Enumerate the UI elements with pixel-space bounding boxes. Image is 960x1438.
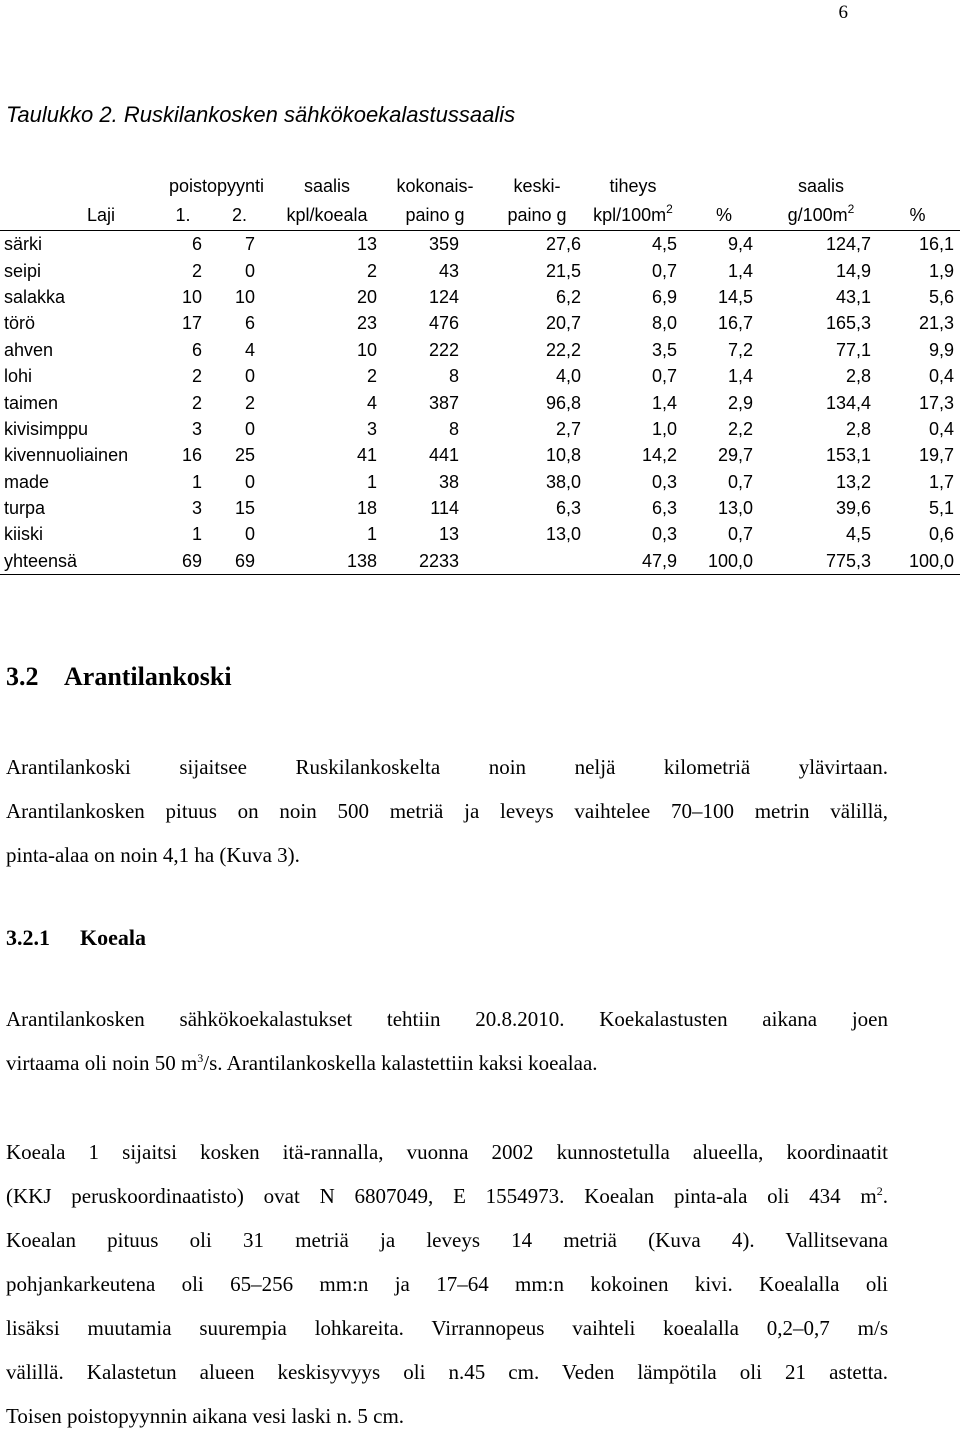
value-cell: 69 [160,548,206,575]
value-cell: 27,6 [489,231,585,258]
value-cell: 10 [234,286,255,307]
value-cell: 6,3 [555,498,581,519]
value-cell: 2,8 [845,366,871,387]
value-cell: 96,8 [545,392,581,413]
header-cell: paino g [405,205,465,225]
value-cell: 8,0 [651,313,677,334]
species-cell: ahven [4,339,54,360]
value-cell: 22,2 [545,339,581,360]
value-cell: 10 [181,286,202,307]
header-cell: 1. [175,205,191,225]
paragraph [6,745,888,877]
table-row [0,442,960,468]
section-title: Arantilankoski [64,662,232,691]
value-cell: 0,6 [928,524,954,545]
header-cell: paino g [507,205,567,225]
paragraph-line: Koeala 1 sijaitsi kosken itä-rannalla, vuonna 2002 kunnostetulla alueella, koordinaatit [6,1140,888,1164]
value-cell: 17,3 [918,392,954,413]
value-cell: 124,7 [767,231,875,258]
table-row [0,521,960,547]
value-cell: 0,7 [651,260,677,281]
value-cell: 6,9 [651,286,677,307]
value-cell: 0,4 [928,418,954,439]
value-cell: 2 [244,392,255,413]
value-cell: 222 [428,339,459,360]
species-cell: yhteensä [0,548,160,575]
value-cell: 2 [191,392,202,413]
table-row [0,310,960,336]
value-cell: 100,0 [875,548,960,575]
value-cell: 17 [181,313,202,334]
value-cell: 1,0 [651,418,677,439]
table-row [0,389,960,415]
value-cell: 124 [428,286,459,307]
value-cell: 6 [191,339,202,360]
value-cell: 13 [438,524,459,545]
value-cell: 2,2 [727,418,753,439]
value-cell: 3 [191,418,202,439]
value-cell: 0,7 [651,366,677,387]
header-cell: kokonais- [396,176,474,196]
value-cell: 3 [191,498,202,519]
value-cell: 25 [234,445,255,466]
value-cell: 8 [448,366,459,387]
value-cell: 14,9 [835,260,871,281]
value-cell: 1,9 [928,260,954,281]
value-cell: 0,3 [651,471,677,492]
table-header-row-bottom [0,200,960,231]
value-cell: 43,1 [835,286,871,307]
value-cell: 4,0 [555,366,581,387]
paragraph-line: välillä. Kalastetun alueen keskisyvyys oli n.45 cm. Veden lämpötila oli 21 astetta. [6,1360,888,1384]
value-cell: 1 [366,524,377,545]
header-cell: % [715,205,732,225]
species-cell: turpa [4,498,46,519]
paragraph-line: pinta-alaa on noin 4,1 ha (Kuva 3). [6,843,300,867]
value-cell: 23 [356,313,377,334]
header-cell [0,173,160,200]
value-cell: 476 [428,313,459,334]
value-cell: 20 [356,286,377,307]
value-cell: 15 [234,498,255,519]
value-cell: 775,3 [767,548,875,575]
value-cell: 0,4 [928,366,954,387]
paragraph-line: Arantilankosken sähkökoekalastukset tehtiin 20.8.2010. Koekalastusten aikana joen [6,1007,888,1031]
value-cell: 1 [366,471,377,492]
section-number: 3.2 [6,662,39,691]
value-cell: 13 [273,231,381,258]
header-cell: keski- [513,176,561,196]
value-cell: 41 [356,445,377,466]
header-cell [875,173,960,200]
subsection-heading [6,925,146,951]
value-cell: 47,9 [585,548,681,575]
value-cell: 165,3 [825,313,871,334]
value-cell: 138 [273,548,381,575]
value-cell: 2233 [381,548,489,575]
value-cell: 0 [244,418,255,439]
page-number: 6 [838,2,848,23]
value-cell: 2,8 [845,418,871,439]
value-cell: 1 [191,524,202,545]
value-cell: 0,3 [651,524,677,545]
value-cell: 2,7 [555,418,581,439]
paragraph-line: lisäksi muutamia suurempia lohkareita. Virrannopeus vaihteli koealalla 0,2–0,7 m/s [6,1316,888,1340]
header-cell: % [909,205,926,225]
paragraph [6,1130,888,1438]
value-cell: 1,4 [651,392,677,413]
table-row [0,337,960,363]
value-cell: 359 [381,231,489,258]
value-cell: 4,5 [845,524,871,545]
value-cell: 39,6 [835,498,871,519]
value-cell: 10,8 [545,445,581,466]
table-header-row-top [0,173,960,200]
table-row [0,257,960,283]
paragraph-line: virtaama oli noin 50 $m^3/s$. Arantilankoskella kalastettiin kaksi koealaa. [6,1051,598,1075]
paragraph [6,997,888,1085]
value-cell: 0 [244,524,255,545]
paragraph-line: pohjankarkeutena oli 65–256 mm:n ja 17–64 mm:n kokoinen kivi. Koealalla oli [6,1272,888,1296]
value-cell: 21,3 [918,313,954,334]
value-cell: 16,7 [717,313,753,334]
value-cell: 5,1 [928,498,954,519]
value-cell [489,548,585,575]
value-cell: 3,5 [651,339,677,360]
value-cell: 441 [428,445,459,466]
value-cell: 9,9 [928,339,954,360]
value-cell: 4,5 [585,231,681,258]
value-cell: 43 [438,260,459,281]
value-cell: 29,7 [717,445,753,466]
header-cell: 2. [231,205,247,225]
header-cell: $g/100m^2$ [787,202,855,225]
value-cell: 100,0 [681,548,767,575]
value-cell: 2 [366,366,377,387]
value-cell: 9,4 [681,231,767,258]
species-cell: seipi [4,260,42,281]
header-cell: tiheys [609,176,657,196]
header-cell: poistopyynti [168,176,265,196]
paragraph-line: Arantilankosken pituus on noin 500 metriä ja leveys vaihtelee 70–100 metrin välillä, [6,799,888,823]
header-cell: saalis [797,176,845,196]
table-row [0,469,960,495]
value-cell: 114 [430,498,459,519]
header-cell: saalis [303,176,351,196]
value-cell: 77,1 [835,339,871,360]
table-row [0,416,960,442]
value-cell: 1,4 [727,366,753,387]
value-cell: 8 [448,418,459,439]
header-cell: kpl/$100m^2$ [593,202,673,225]
subsection-number: 3.2.1 [6,925,50,950]
value-cell: 13,0 [545,524,581,545]
paragraph-line: Arantilankoski sijaitsee Ruskilankoskelta noin neljä kilometriä ylävirtaan. [6,755,888,779]
value-cell: 14,5 [717,286,753,307]
species-cell: lohi [4,366,33,387]
table-row [0,363,960,389]
value-cell: 5,6 [928,286,954,307]
value-cell: 0 [244,260,255,281]
species-cell: särki [0,231,160,258]
value-cell: 0,7 [727,471,753,492]
section-heading [6,662,232,692]
table-row [0,548,960,575]
header-cell: kpl/koeala [286,205,368,225]
value-cell: 3 [366,418,377,439]
value-cell: 6,2 [555,286,581,307]
value-cell: 16 [181,445,202,466]
value-cell: 0,7 [727,524,753,545]
value-cell: 1 [191,471,202,492]
header-cell: Laji [86,205,116,225]
value-cell: 1,4 [727,260,753,281]
value-cell: 38,0 [545,471,581,492]
species-cell: kivisimppu [4,418,89,439]
paragraph-line: Toisen poistopyynnin aikana vesi laski n. 5 cm. [6,1404,405,1428]
value-cell: 19,7 [918,445,954,466]
value-cell: 7,2 [727,339,753,360]
value-cell: 10 [356,339,377,360]
value-cell: 14,2 [641,445,677,466]
value-cell: 4 [366,392,377,413]
value-cell: 2 [191,260,202,281]
value-cell: 13,0 [717,498,753,519]
value-cell: 2 [191,366,202,387]
value-cell: 20,7 [545,313,581,334]
table-row [0,495,960,521]
species-cell: kivennuoliainen [4,445,129,466]
value-cell: 38 [438,471,459,492]
value-cell: 7 [206,231,273,258]
value-cell: 153,1 [825,445,871,466]
species-cell: made [4,471,50,492]
value-cell: 0 [244,471,255,492]
value-cell: 6 [160,231,206,258]
value-cell: 16,1 [875,231,960,258]
value-cell: 0 [244,366,255,387]
value-cell: 6,3 [651,498,677,519]
species-cell: taimen [4,392,59,413]
header-cell [681,173,767,200]
value-cell: 18 [356,498,377,519]
value-cell: 13,2 [835,471,871,492]
species-cell: törö [4,313,36,334]
subsection-title: Koeala [80,925,146,950]
value-cell: 4 [244,339,255,360]
table-row [0,284,960,310]
value-cell: 387 [428,392,459,413]
value-cell: 21,5 [545,260,581,281]
table-caption: Taulukko 2. Ruskilankosken sähkökoekalastussaalis [6,102,516,127]
species-cell: salakka [4,286,66,307]
catch-table [0,173,960,575]
value-cell: 2,9 [727,392,753,413]
value-cell: 6 [244,313,255,334]
value-cell: 134,4 [825,392,871,413]
paragraph-line: (KKJ peruskoordinaatisto) ovat N 6807049, E 1554973. Koealan pinta-ala oli 434 $m^2$. [6,1184,888,1208]
value-cell: 69 [206,548,273,575]
species-cell: kiiski [4,524,43,545]
paragraph-line: Koealan pituus oli 31 metriä ja leveys 14 metriä (Kuva 4). Vallitsevana [6,1228,888,1252]
value-cell: 1,7 [928,471,954,492]
value-cell: 2 [366,260,377,281]
table-row [0,231,960,258]
